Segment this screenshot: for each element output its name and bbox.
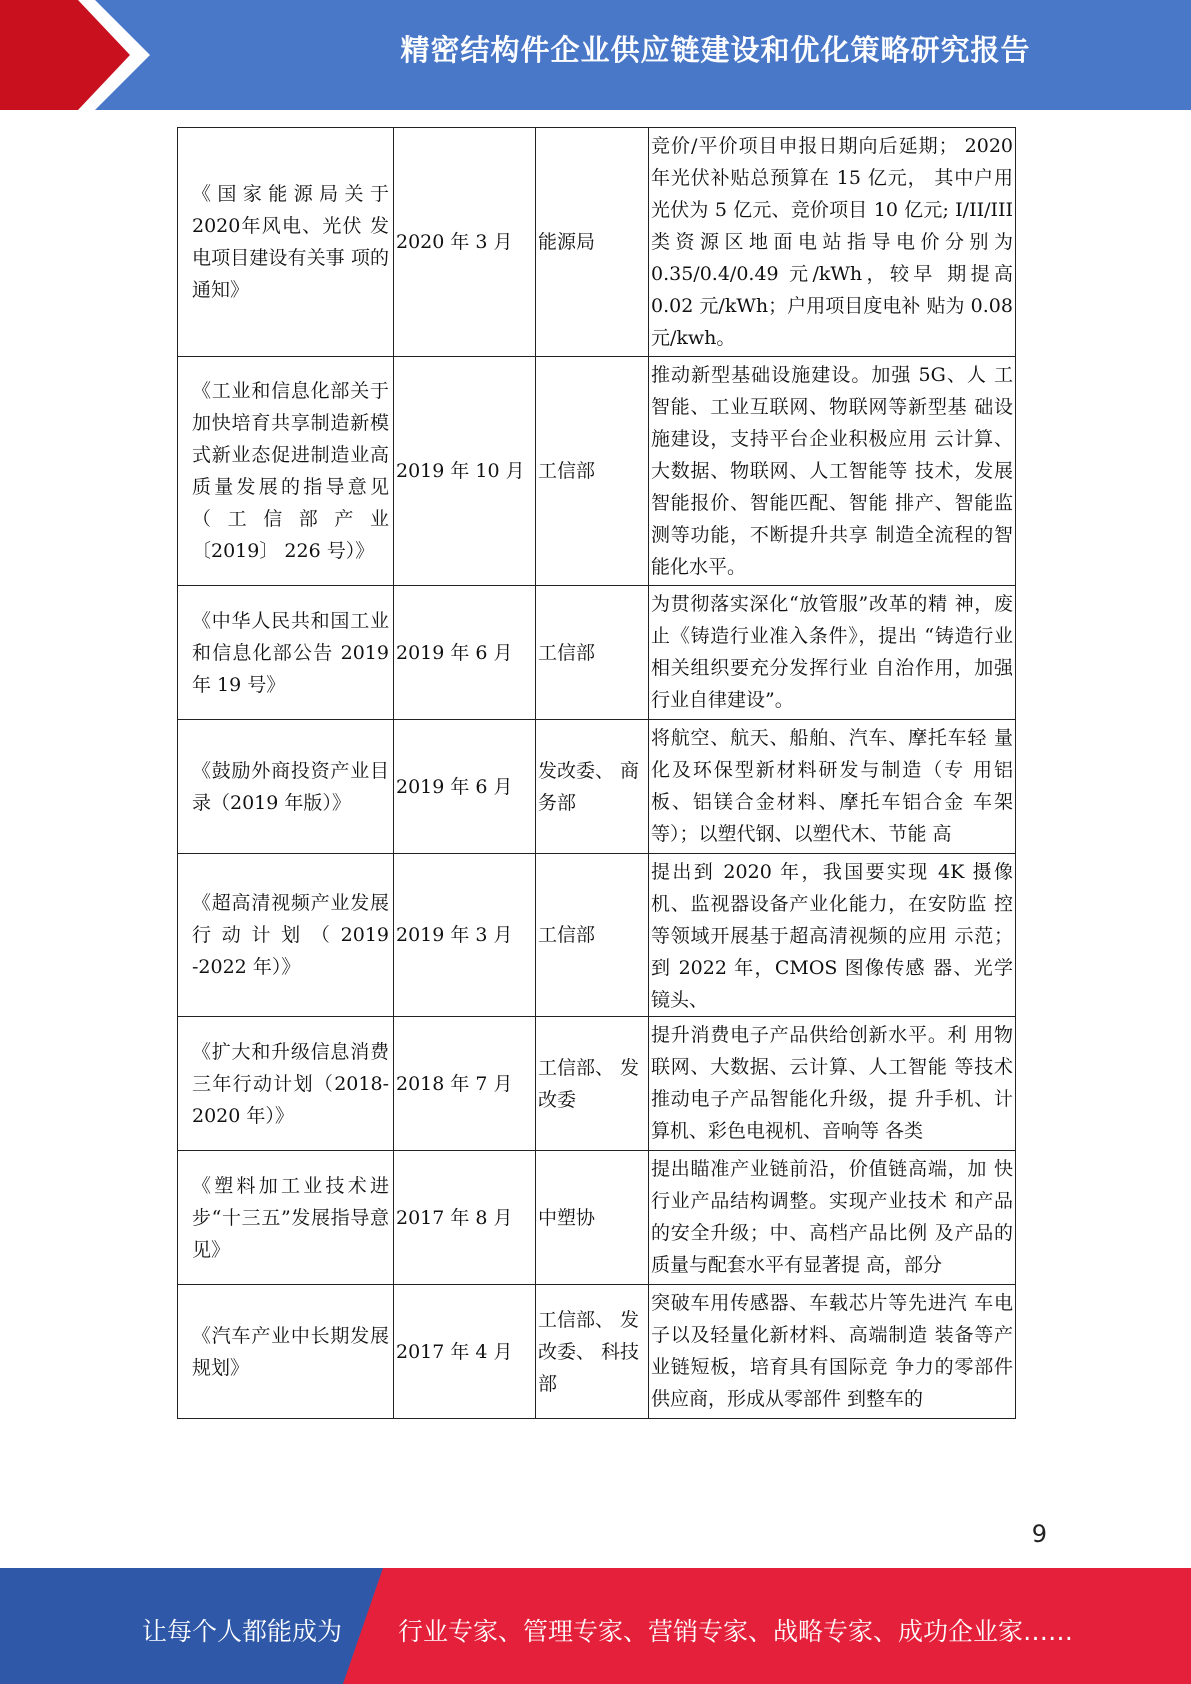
table-row (178, 854, 1016, 1017)
report-title: 精密结构件企业供应链建设和优化策略研究报告 (400, 33, 1031, 67)
policy-name: 《工业和信息化部关于加快培育共享制造新模式新业态促进制造业高质量发展的指导意见（工信部产业〔2019〕 226 号）》 (178, 357, 394, 586)
policy-date: 2019 年 6 月 (394, 586, 536, 720)
policy-department: 工信部 (536, 357, 649, 586)
policy-department: 工信部 (536, 586, 649, 720)
policy-name: 《国家能源局关于2020年风电、光伏 发电项目建设有关事 项的通知》 (178, 128, 394, 357)
page-number: 9 (1031, 1520, 1047, 1548)
policy-department: 工信部、 发改委、 科技部 (536, 1285, 649, 1419)
policy-department: 工信部、 发改委 (536, 1017, 649, 1151)
policy-date: 2020 年 3 月 (394, 128, 536, 357)
policy-department: 工信部 (536, 854, 649, 1017)
table-row (178, 1151, 1016, 1285)
policy-content: 提升消费电子产品供给创新水平。利 用物联网、大数据、云计算、人工智能 等技术推动电子产品智能化升级，提 升手机、计算机、彩色电视机、音响等 各类 (649, 1017, 1016, 1151)
policy-content: 为贯彻落实深化“放管服”改革的精 神，废止《铸造行业准入条件》，提出 “铸造行业相关组织要充分发挥行业 自治作用，加强行业自律建设”。 (649, 586, 1016, 720)
header-chevron-logo (0, 0, 150, 110)
policy-name: 《鼓励外商投资产业目录（2019 年版）》 (178, 720, 394, 854)
page-footer (0, 1568, 1191, 1684)
policy-content: 推动新型基础设施建设。加强 5G、人 工智能、工业互联网、物联网等新型基 础设施建设，支持平台企业积极应用 云计算、大数据、物联网、人工智能等 技术，发展智能报价、智能匹配、智能 排产、智能监测等功能，不断提升共享 制造全流程的智能化水平。 (649, 357, 1016, 586)
policy-name: 《超高清视频产业发展行动计划（2019 -2022 年）》 (178, 854, 394, 1017)
footer-slogan-left: 让每个人都能成为 (142, 1617, 343, 1646)
policy-date: 2017 年 8 月 (394, 1151, 536, 1285)
policy-date: 2019 年 6 月 (394, 720, 536, 854)
page-header (0, 0, 1191, 110)
policy-name: 《汽车产业中长期发展规划》 (178, 1285, 394, 1419)
table-row (178, 586, 1016, 720)
footer-slogan-right: 行业专家、管理专家、营销专家、战略专家、成功企业家…… (398, 1617, 1074, 1646)
table-row (178, 1017, 1016, 1151)
policy-date: 2018 年 7 月 (394, 1017, 536, 1151)
policy-date: 2019 年 3 月 (394, 854, 536, 1017)
policy-name: 《塑料加工业技术进步“十三五”发展指导意见》 (178, 1151, 394, 1285)
policy-department: 发改委、 商务部 (536, 720, 649, 854)
table-row (178, 1285, 1016, 1419)
table-row (178, 357, 1016, 586)
policy-date: 2019 年 10 月 (394, 357, 536, 586)
policy-content: 突破车用传感器、车载芯片等先进汽 车电子以及轻量化新材料、高端制造 装备等产业链短板，培育具有国际竞 争力的零部件供应商，形成从零部件 到整车的 (649, 1285, 1016, 1419)
policy-content: 提出到 2020 年，我国要实现 4K 摄像 机、监视器设备产业化能力，在安防监 控等领域开展基于超高清视频的应用 示范；到 2022 年，CMOS 图像传感 器、光学镜头、 (649, 854, 1016, 1017)
policy-date: 2017 年 4 月 (394, 1285, 536, 1419)
table-row (178, 128, 1016, 357)
policy-table (177, 127, 1016, 1419)
policy-name: 《中华人民共和国工业和信息化部公告 2019 年 19 号》 (178, 586, 394, 720)
policy-department: 中塑协 (536, 1151, 649, 1285)
policy-content: 将航空、航天、船舶、汽车、摩托车轻 量化及环保型新材料研发与制造（专 用铝板、铝镁合金材料、摩托车铝合金 车架等）；以塑代钢、以塑代木、节能 高 (649, 720, 1016, 854)
policy-content: 提出瞄准产业链前沿，价值链高端，加 快行业产品结构调整。实现产业技术 和产品的安全升级；中、高档产品比例 及产品的质量与配套水平有显著提 高，部分 (649, 1151, 1016, 1285)
policy-department: 能源局 (536, 128, 649, 357)
policy-content: 竞价/平价项目申报日期向后延期； 2020 年光伏补贴总预算在 15 亿元， 其中户用光伏为 5 亿元、竞价项目 10 亿元; I/II/III 类资源区地面电站指导电价分别为 0.35/0.4/0.49 元/kWh，较早 期提高 0.02 元/kWh；户用项目度电补 贴为 0.08 元/kwh。 (649, 128, 1016, 357)
policy-name: 《扩大和升级信息消费三年行动计划（2018-2020 年）》 (178, 1017, 394, 1151)
table-row (178, 720, 1016, 854)
